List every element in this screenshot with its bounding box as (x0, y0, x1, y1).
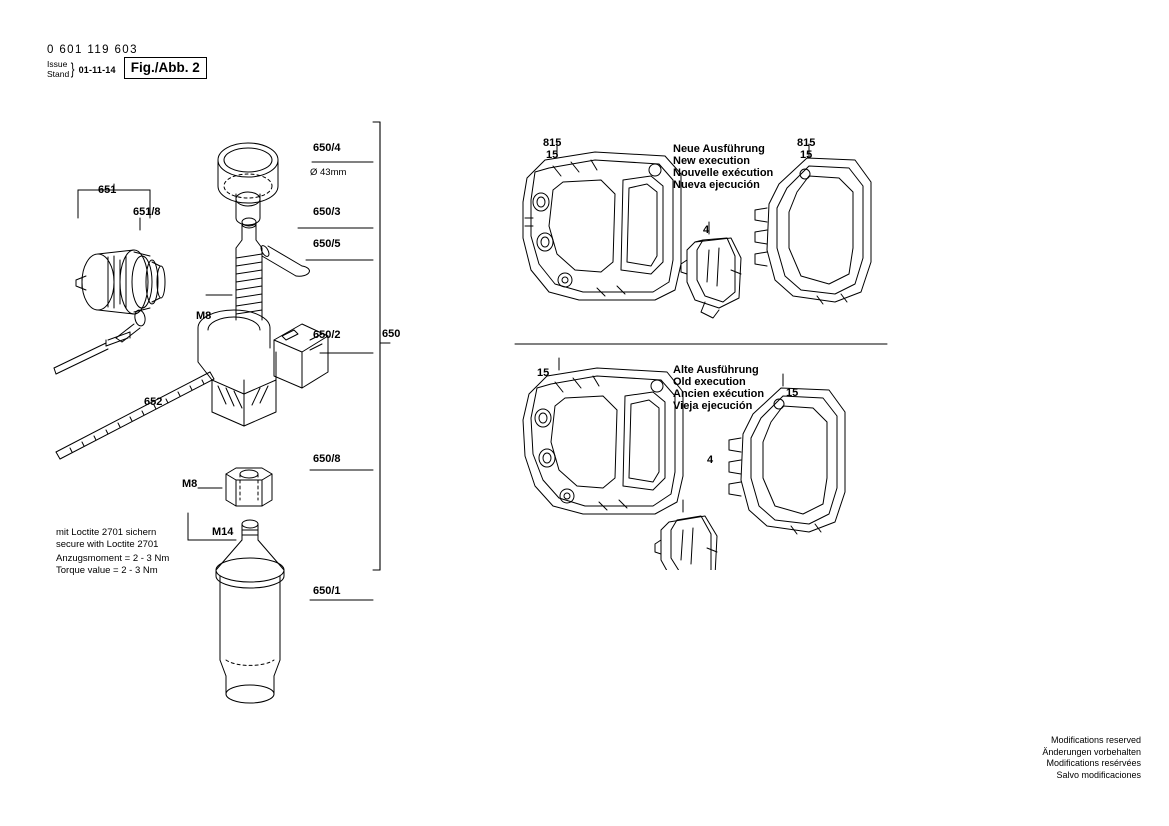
new-execution-title-de: Neue Ausführung (673, 143, 765, 155)
diameter-note: Ø 43mm (310, 167, 347, 178)
issue-label-de: Stand (47, 68, 70, 79)
old-execution-title-fr: Ancien exécution (673, 388, 765, 400)
callout-650-1: 650/1 (313, 585, 341, 597)
left-assembly-drawing (30, 100, 470, 740)
brace-glyph: } (71, 60, 75, 78)
figure-label: Fig./Abb. 2 (124, 57, 207, 79)
loctite-note-line-1: mit Loctite 2701 sichern (56, 527, 157, 538)
old-execution-title-de: Alte Ausführung (673, 364, 759, 376)
callout-new-left-housing (543, 137, 561, 161)
callout-650-2: 650/2 (313, 329, 341, 341)
issue-label-en: Issue (47, 59, 68, 69)
callout-15-new-right: 15 (800, 149, 813, 161)
callout-650-5: 650/5 (313, 238, 341, 250)
old-execution-title-es: Vieja ejecución (673, 400, 753, 412)
callout-15-old-right: 15 (786, 387, 799, 399)
footer-line-de: Änderungen vorbehalten (1042, 746, 1141, 757)
callout-4-old-switch: 4 (707, 454, 714, 466)
loctite-note-line-3: Anzugsmoment = 2 - 3 Nm (56, 553, 170, 564)
thread-label-large: M14 (212, 526, 234, 538)
new-execution-title (673, 143, 773, 191)
issue-date: 01-11-14 (78, 64, 116, 75)
callout-652: 652 (144, 396, 163, 408)
callout-815-new-left: 815 (543, 137, 562, 149)
header-block (47, 44, 207, 79)
issue-row (47, 60, 116, 79)
issue-labels (47, 60, 69, 79)
right-assembly-drawing (505, 130, 905, 570)
part-number: 0 601 119 603 (47, 44, 138, 56)
callout-new-right-housing (797, 137, 815, 161)
callout-650-4: 650/4 (313, 142, 341, 154)
footer-line-es: Salvo modificaciones (1056, 769, 1141, 780)
callout-15-new-left: 15 (546, 149, 559, 161)
callout-650-8: 650/8 (313, 453, 341, 465)
old-execution-title-en: Old execution (673, 376, 746, 388)
callout-815-new-right: 815 (797, 137, 816, 149)
thread-label-upper: M8 (196, 310, 212, 322)
callout-650: 650 (382, 328, 401, 340)
old-execution-title (673, 364, 764, 412)
new-execution-title-en: New execution (673, 155, 751, 167)
thread-label-nut: M8 (182, 478, 198, 490)
footer-line-en: Modifications reserved (1050, 735, 1141, 745)
new-execution-title-es: Nueva ejecución (673, 179, 760, 191)
new-execution-title-fr: Nouvelle exécution (673, 167, 774, 179)
callout-650-3: 650/3 (313, 206, 341, 218)
callout-15-old-left: 15 (537, 367, 550, 379)
callout-651-8: 651/8 (133, 206, 161, 218)
loctite-note-line-4: Torque value = 2 - 3 Nm (56, 564, 158, 576)
loctite-note (56, 527, 169, 576)
callout-651: 651 (98, 184, 117, 196)
footer-block (1042, 735, 1141, 781)
loctite-note-line-2: secure with Loctite 2701 (56, 538, 159, 550)
footer-line-fr: Modifications resérvées (1046, 758, 1141, 768)
callout-4-new-switch: 4 (703, 224, 710, 236)
